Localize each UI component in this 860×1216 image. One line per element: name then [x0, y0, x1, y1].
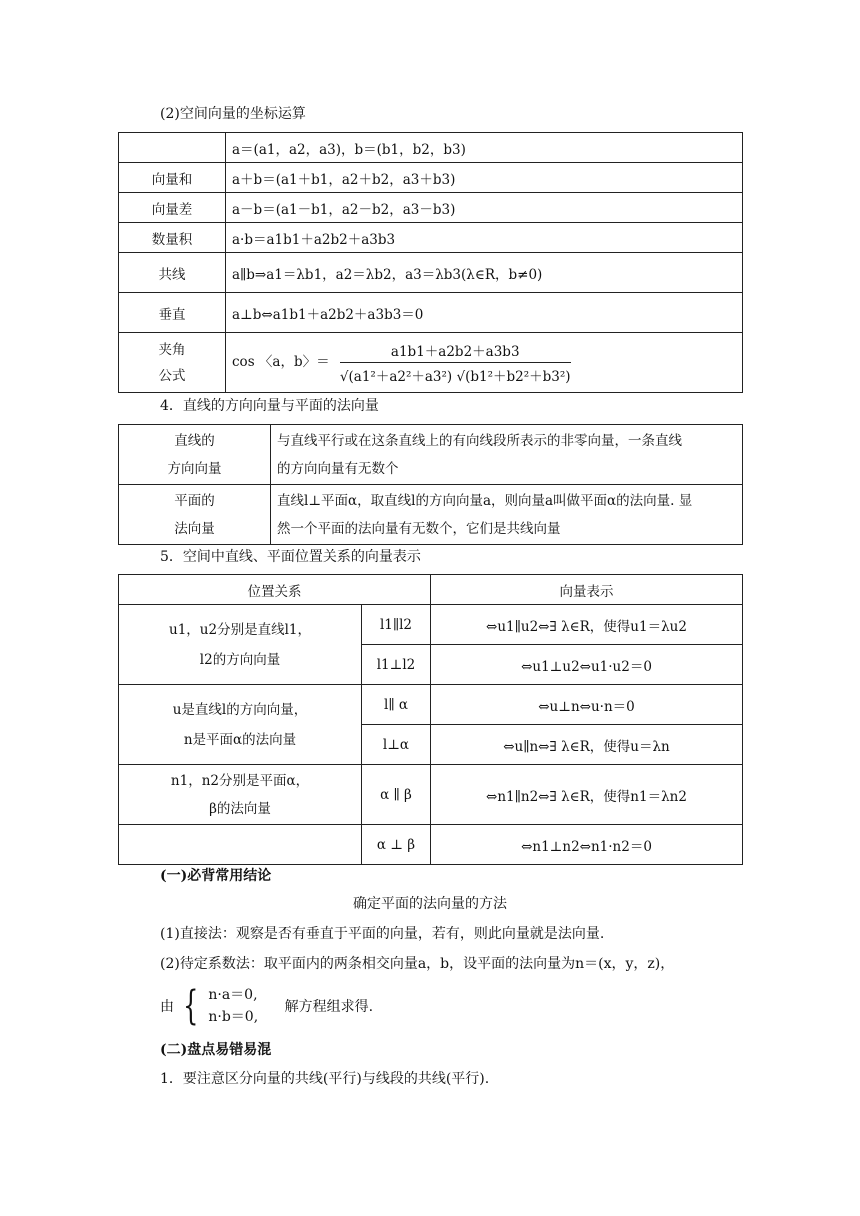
- fraction-denominator: √(a1²＋a2²＋a3²) √(b1²＋b2²＋b3²): [339, 369, 571, 385]
- mistake-item-1: 1．要注意区分向量的共线(平行)与线段的共线(平行).: [160, 1071, 490, 1087]
- definition-line2: 然一个平面的法向量有无数个，它们是共线向量: [277, 520, 561, 537]
- row-formula: a·b＝a1b1＋a2b2＋a3b3: [226, 223, 743, 253]
- definition-line2: 的方向向量有无数个: [277, 460, 399, 477]
- table-row: [119, 485, 743, 545]
- row-formula: a∥b⇒a1＝λb1，a2＝λb2，a3＝λb3(λ∈R，b≠0): [226, 253, 743, 293]
- relation-vector-expr: ⇔u1∥u2⇔∃ λ∈R，使得u1＝λu2: [431, 605, 743, 645]
- relation-vector-expr: ⇔u∥n⇔∃ λ∈R，使得u＝λn: [431, 725, 743, 765]
- table-row: [119, 605, 743, 645]
- term-line2: 法向量: [174, 520, 215, 537]
- equation-system: [160, 984, 373, 1030]
- term-cell: [119, 425, 271, 485]
- angle-name-line1: 夹角: [158, 341, 186, 358]
- row-name: 数量积: [119, 223, 226, 253]
- relation-description: [119, 765, 362, 825]
- relation-vector-expr: ⇔u⊥n⇔u·n＝0: [431, 685, 743, 725]
- angle-lhs: cos 〈a，b〉＝: [232, 354, 330, 370]
- table-row: [119, 425, 743, 485]
- table-header-blank: [119, 133, 226, 163]
- description-line2: l2的方向向量: [199, 651, 281, 668]
- system-prefix: 由: [160, 999, 174, 1015]
- col-header-representation: 向量表示: [431, 575, 743, 605]
- relation-symbol: l⊥α: [362, 725, 431, 765]
- relation-symbol: l1⊥l2: [362, 645, 431, 685]
- definition-line1: 与直线平行或在这条直线上的有向线段所表示的非零向量，一条直线: [277, 432, 682, 449]
- relation-vector-expr: ⇔n1⊥n2⇔n1·n2＝0: [431, 825, 743, 865]
- term-line1: 平面的: [174, 492, 215, 509]
- relation-symbol: α ⊥ β: [362, 825, 431, 865]
- relation-vector-expr: ⇔u1⊥u2⇔u1·u2＝0: [431, 645, 743, 685]
- row-name: 垂直: [119, 293, 226, 333]
- equation-2: n·b＝0,: [208, 1009, 259, 1025]
- row-formula: a＋b＝(a1＋b1，a2＋b2，a3＋b3): [226, 163, 743, 193]
- description-line1: n1，n2分别是平面α，: [170, 772, 310, 789]
- table-row: [119, 223, 743, 253]
- relation-vector-expr: ⇔n1∥n2⇔∃ λ∈R，使得n1＝λn2: [431, 765, 743, 825]
- system-suffix: 解方程组求得.: [284, 999, 374, 1015]
- description-line2: n是平面α的法向量: [183, 731, 297, 748]
- equation-1: n·a＝0,: [208, 987, 258, 1003]
- fraction-numerator: a1b1＋a2b2＋a3b3: [340, 340, 571, 363]
- relation-description-empty: [119, 825, 362, 865]
- description-line1: u是直线l的方向向量，: [172, 701, 308, 718]
- col-header-relation: 位置关系: [119, 575, 431, 605]
- method-undetermined-coefficients: (2)待定系数法：取平面内的两条相交向量a，b，设平面的法向量为n＝(x，y，z)，: [160, 956, 675, 972]
- section-heading-5: 5．空间中直线、平面位置关系的向量表示: [160, 549, 421, 565]
- term-cell: [119, 485, 271, 545]
- table-row: [119, 293, 743, 333]
- table-row: [119, 333, 743, 393]
- direction-normal-table: [118, 424, 743, 545]
- row-formula: a－b＝(a1－b1，a2－b2，a3－b3): [226, 193, 743, 223]
- section-heading-must-remember: (一)必背常用结论: [160, 868, 272, 884]
- position-relation-table: [118, 574, 743, 865]
- row-formula: a⊥b⇔a1b1＋a2b2＋a3b3＝0: [226, 293, 743, 333]
- relation-description: [119, 605, 362, 685]
- row-name: 向量和: [119, 163, 226, 193]
- table-row: [119, 685, 743, 725]
- left-brace-icon: {: [183, 983, 199, 1029]
- section-heading-coordinate-ops: (2)空间向量的坐标运算: [160, 106, 306, 122]
- table-row: [119, 193, 743, 223]
- angle-name-line2: 公式: [158, 367, 186, 384]
- method-direct: (1)直接法：观察是否有垂直于平面的向量，若有，则此向量就是法向量.: [160, 926, 605, 942]
- section-heading-4: 4．直线的方向向量与平面的法向量: [160, 398, 379, 414]
- method-title: 确定平面的法向量的方法: [353, 896, 507, 912]
- table-row: [119, 253, 743, 293]
- definition-cell: [271, 425, 743, 485]
- system-equations: [208, 984, 258, 1028]
- section-heading-common-mistakes: (二)盘点易错易混: [160, 1042, 272, 1058]
- relation-symbol: α ∥ β: [362, 765, 431, 825]
- table-row: [119, 825, 743, 865]
- relation-symbol: l∥ α: [362, 685, 431, 725]
- description-line2: β的法向量: [209, 800, 271, 817]
- relation-symbol: l1∥l2: [362, 605, 431, 645]
- row-name: [119, 333, 226, 393]
- table-header-vectors: a＝(a1，a2，a3)，b＝(b1，b2，b3): [226, 133, 743, 163]
- angle-fraction: [340, 340, 571, 385]
- definition-line1: 直线l⊥平面α，取直线l的方向向量a，则向量a叫做平面α的法向量. 显: [277, 492, 693, 509]
- relation-description: [119, 685, 362, 765]
- term-line2: 方向向量: [167, 460, 222, 477]
- row-name: 向量差: [119, 193, 226, 223]
- row-name: 共线: [119, 253, 226, 293]
- definition-cell: [271, 485, 743, 545]
- coordinate-ops-table: [118, 132, 743, 393]
- table-row: [119, 765, 743, 825]
- table-row: [119, 163, 743, 193]
- term-line1: 直线的: [174, 432, 215, 449]
- description-line1: u1，u2分别是直线l1，: [169, 621, 311, 638]
- angle-formula: [226, 333, 743, 393]
